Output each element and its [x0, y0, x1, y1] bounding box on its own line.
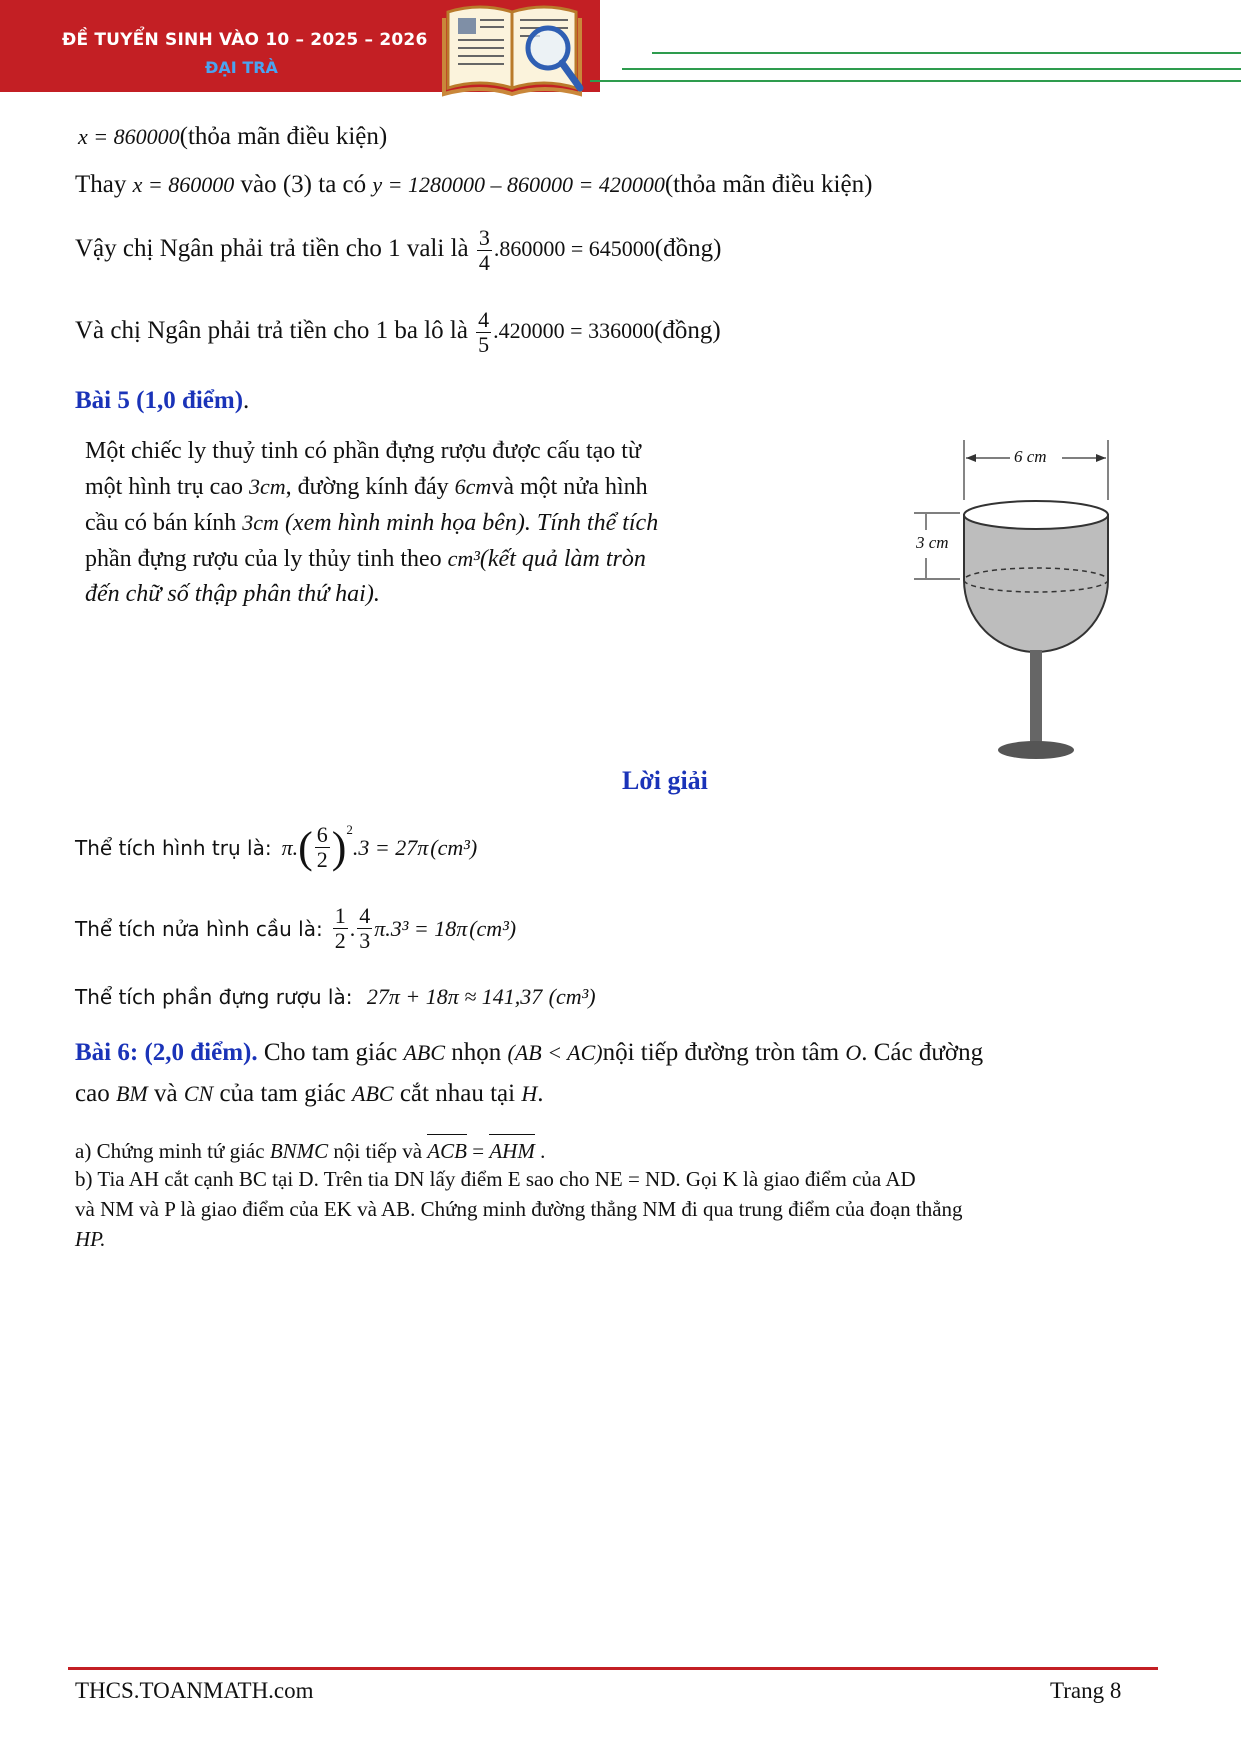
text: HP.	[75, 1227, 106, 1251]
figure-label-height: 3 cm	[916, 533, 949, 552]
bai6-part-b	[75, 1164, 1165, 1254]
intro-line-4	[75, 308, 721, 357]
bai6-line-2: cao BM và CN của tam giác ABC cắt nhau tại H.	[75, 1080, 544, 1107]
bai5-problem	[85, 434, 741, 612]
math-expr: .420000 = 336000	[493, 318, 655, 344]
text: Và chị Ngân phải trả tiền cho 1 ba lô là	[75, 317, 468, 345]
intro-line-1	[78, 120, 387, 154]
problem-line: cầu có bán kính 3cm (xem hình minh họa bên). Tính thể tích	[85, 510, 659, 536]
header-line-mid	[622, 68, 1241, 70]
solution-heading: Lời giải	[622, 766, 708, 795]
heading: Bài 5 (1,0 điểm)	[75, 387, 244, 414]
problem-line: đến chữ số thập phân thứ hai).	[85, 581, 380, 607]
text: Thể tích hình trụ là:	[75, 835, 272, 860]
math-expr: .3 = 27π	[352, 834, 429, 860]
figure-label-width: 6 cm	[1014, 447, 1047, 466]
footer-page: Trang 8	[1050, 1678, 1122, 1703]
solution-line-2: Thể tích nửa hình cầu là: $\frac{1}{2}$ . $\frac{4}{3}$ π.3³ = 18π (cm³)	[75, 903, 517, 953]
solution-line-3	[75, 984, 596, 1010]
header-line-bottom	[590, 80, 1241, 82]
text: Vậy chị Ngân phải trả tiền cho 1 vali là	[75, 235, 469, 263]
angle-ahm: AHM	[489, 1134, 535, 1166]
text: (đồng)	[654, 235, 722, 263]
text: Thể tích nửa hình cầu là:	[75, 916, 323, 941]
fraction: $\frac{4}{5}$	[478, 307, 490, 357]
problem-line	[85, 434, 741, 469]
math-expr: π.3³ = 18π	[374, 915, 468, 941]
intro-line-3	[75, 226, 721, 275]
text: và NM và P là giao điểm của EK và AB. Chứng minh đường thẳng NM đi qua trung điểm của đoạn thẳng	[75, 1197, 963, 1221]
text: Thay	[75, 171, 127, 198]
text: .	[243, 387, 250, 414]
text: (đồng)	[654, 317, 721, 345]
unit: (cm³)	[430, 834, 478, 860]
fraction: $\frac{4}{3}$	[359, 903, 371, 953]
text: b) Tia AH cắt cạnh BC tại D. Trên tia DN lấy điểm E sao cho NE = ND. Gọi K là giao điểm của AD	[75, 1167, 916, 1191]
math-expr: x = 860000	[132, 172, 235, 197]
math-expr: 27π + 18π ≈ 141,37	[366, 984, 543, 1009]
text: (thỏa mãn điều kiện)	[664, 171, 873, 198]
text: Một chiếc ly thuỷ tinh có phần đựng rượu được cấu tạo từ	[85, 438, 641, 464]
unit: (cm³)	[469, 915, 517, 941]
header-line-top	[652, 52, 1241, 54]
footer-site: THCS.TOANMATH.com	[75, 1678, 314, 1703]
header-title: ĐỀ TUYỂN SINH VÀO 10 – 2025 – 2026	[62, 30, 428, 50]
fraction: $\frac{6}{2}$	[316, 822, 328, 872]
header-subtitle: ĐẠI TRÀ	[205, 58, 278, 77]
bai6-part-a: a) Chứng minh tứ giác BNMC nội tiếp và ACB = AHM .	[75, 1134, 545, 1166]
fraction: $\frac{1}{2}$	[334, 903, 346, 953]
math-expr: π.	[281, 834, 299, 860]
solution-line-1: Thể tích hình trụ là: π. ( $\frac{6}{2}$ ) $^2$ .3 = 27π (cm³)	[75, 822, 478, 872]
math-expr: x = 860000	[78, 124, 180, 149]
fraction: $\frac{3}{4}$	[478, 225, 490, 275]
heading: Bài 6: (2,0 điểm).	[75, 1039, 258, 1066]
unit: (cm³)	[548, 984, 596, 1009]
math-expr: .860000 = 645000	[493, 236, 655, 262]
problem-line: một hình trụ cao 3cm, đường kính đáy 6cmvà một nửa hình	[85, 474, 648, 500]
book-magnifier-icon	[440, 0, 590, 100]
bai6-line-1: Bài 6: (2,0 điểm). Cho tam giác ABC nhọn (AB < AC)nội tiếp đường tròn tâm O. Các đường	[75, 1039, 984, 1066]
math-expr: y = 1280000 – 860000 = 420000	[372, 172, 665, 197]
problem-line: phần đựng rượu của ly thủy tinh theo cm³(kết quả làm tròn	[85, 546, 646, 572]
intro-line-2	[75, 168, 872, 202]
text: Thể tích phần đựng rượu là:	[75, 985, 353, 1009]
text: (thỏa mãn điều kiện)	[179, 123, 388, 150]
angle-acb: ACB	[427, 1134, 467, 1166]
footer-line	[68, 1667, 1158, 1670]
bai5-heading	[75, 384, 249, 418]
text: vào (3) ta có	[240, 171, 367, 198]
wine-glass-figure	[900, 440, 1120, 770]
